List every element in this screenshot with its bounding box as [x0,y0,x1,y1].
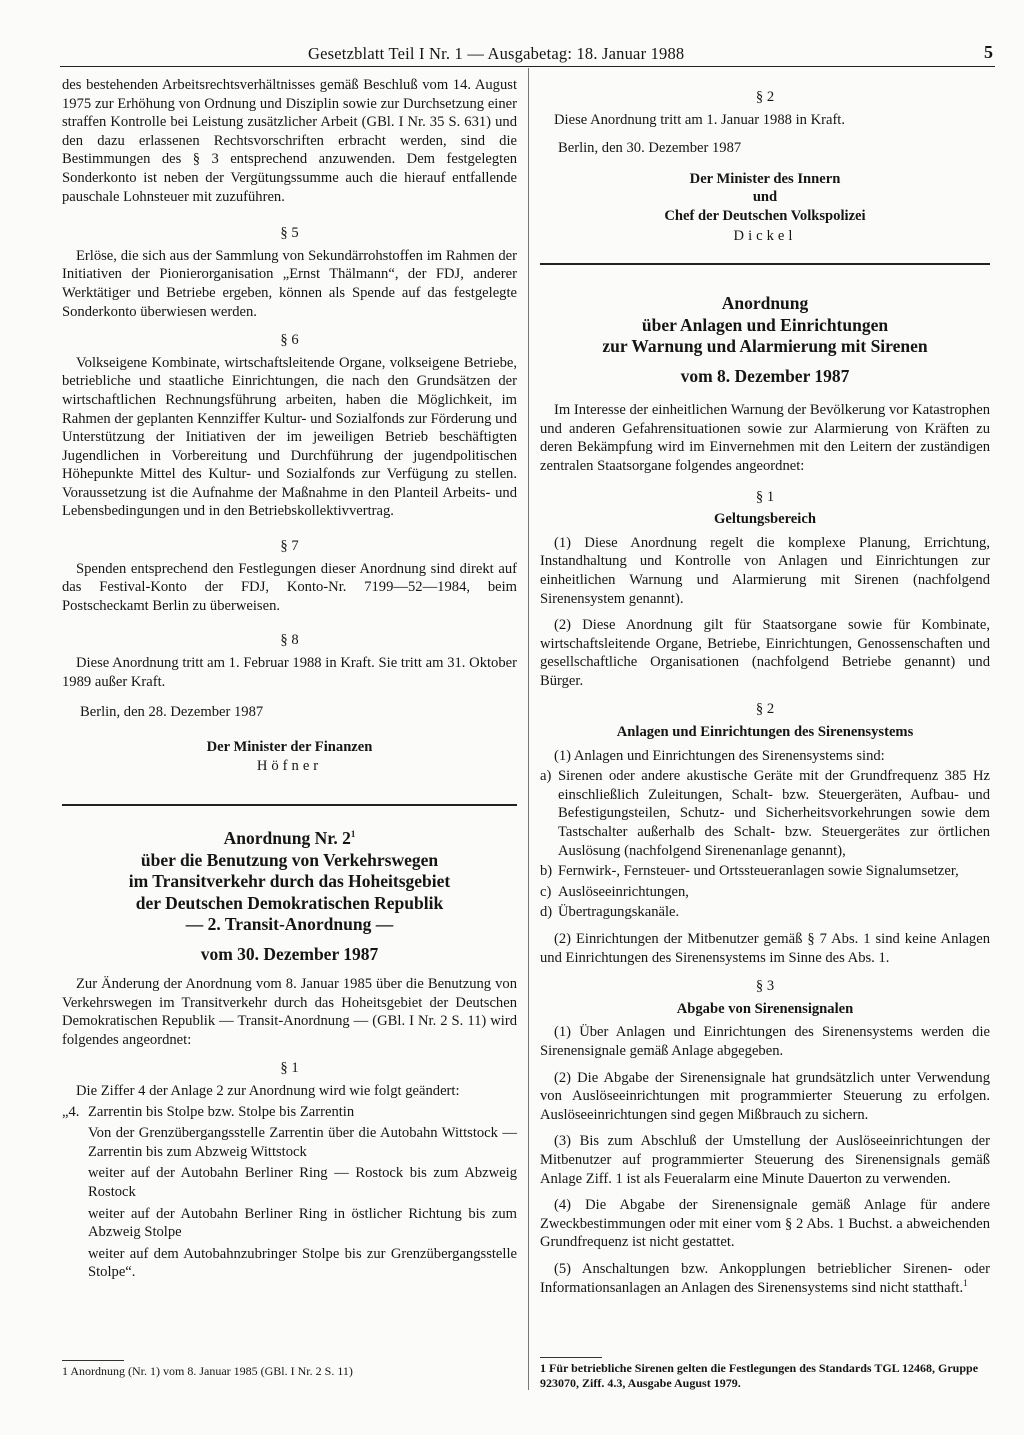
ordinance-section-1-heading: § 1 [755,488,775,505]
section-3-paragraph-2: (2) Die Abgabe der Sirenensignale hat grundsätzlich unter Verwendung von Auslöseeinrichtungen mit programmierter Steuerung zu erfolgen. Auslöseeinrichtungen sind gegen Mißbrauch zu sichern. [540,1069,990,1123]
signature-name: Höfner [256,758,323,775]
list-item-text: Auslöseeinrichtungen, [558,883,689,900]
route-line: weiter auf der Autobahn Berliner Ring — Rostock bis zum Abzweig Rostock [88,1165,517,1200]
page-header [60,38,995,67]
ordinance-section-3-title: Abgabe von Sirenensignalen [676,1000,854,1017]
ordinance-title-line-2: über die Benutzung von Verkehrswegen [140,849,439,870]
section-2-paragraph-1: (1) Anlagen und Einrichtungen des Sirenensystems sind: [554,747,885,764]
signature-name: Dickel [733,227,797,244]
section-2-heading: § 2 [755,89,775,105]
quoted-route-title: Zarrentin bis Stolpe bzw. Stolpe bis Zarrentin [88,1103,355,1120]
ordinance-section-1-title: Geltungsbereich [714,511,816,528]
section-5-text: Erlöse, die sich aus der Sammlung von Sekundärrohstoffen im Rahmen der Initiativen der Pionierorganisation „Ernst Thälmann“, der FDJ, anderer Werktätiger und Betriebe ergeben, können als Spende auf das festgelegte Sonderkonto überwiesen werden. [62,247,517,320]
section-3-paragraph-5 [540,1260,990,1297]
route-line: weiter auf dem Autobahnzubringer Stolpe bis zur Grenzübergangsstelle Stolpe“. [88,1245,517,1281]
ordinance-title-line-4: der Deutschen Demokratischen Republik [135,892,444,913]
ordinance-intro: Zur Änderung der Anordnung vom 8. Januar 1985 über die Benutzung von Verkehrswegen im Transitverkehr durch das Hoheitsgebiet der Deutschen Demokratischen Republik — Transit-Anordnung — (GBl. I Nr. 2 S. 11) wird folgendes angeordnet: [62,976,517,1048]
section-6-heading: § 6 [280,332,299,349]
signature-title [540,170,990,226]
signature-place-date: Berlin, den 28. Dezember 1987 [80,704,264,721]
list-item-label: a) [540,768,552,785]
ordinance-title [62,828,517,936]
ordinance-section-1-text: Die Ziffer 4 der Anlage 2 zur Anordnung wird wie folgt geändert: [76,1082,460,1099]
section-3-paragraph-1: (1) Über Anlagen und Einrichtungen des Sirenensystems werden die Sirenensignale gemäß Anlage abgegeben. [540,1024,990,1059]
signature-title-line-1: Der Minister des Innern [689,170,841,187]
ordinance-section-1-heading: § 1 [280,1060,299,1077]
route-line: weiter auf der Autobahn Berliner Ring in östlicher Richtung bis zum Abzweig Stolpe [88,1205,517,1241]
list-item-label: d) [540,904,553,921]
list-item-label: b) [540,863,553,880]
route-line: Von der Grenzübergangsstelle Zarrentin über die Autobahn Wittstock — Zarrentin bis zum Abzweig Wittstock [88,1125,517,1160]
ordinance-intro: Im Interesse der einheitlichen Warnung der Bevölkerung vor Katastrophen und anderen Gefahrensituationen sowie zur Alarmierung von Kräften zu deren Bekämpfung wird im Einvernehmen mit den Leitern der zuständigen zentralen Staatsorgane folgendes angeordnet: [540,402,990,474]
section-2-paragraph-2: (2) Einrichtungen der Mitbenutzer gemäß § 7 Abs. 1 sind keine Anlagen und Einrichtungen des Sirenensystems im Sinne des Abs. 1. [540,931,990,966]
list-item [540,903,990,922]
signature-title-line-2: und [752,189,778,206]
section-3-paragraph-4: (4) Die Abgabe der Sirenensignale gemäß Anlage für andere Zweckbestimmungen oder mit einer vom § 2 Abs. 1 Buchst. a abweichenden Grundfrequenz ist nicht gestattet. [540,1197,990,1251]
signature-title: Der Minister der Finanzen [206,738,373,755]
list-item-text: Übertragungskanäle. [558,904,680,921]
ordinance-title [540,293,990,358]
ordinance-date: vom 30. Dezember 1987 [200,943,379,964]
ordinance-date: vom 8. Dezember 1987 [680,365,850,386]
section-7-text: Spenden entsprechend den Festlegungen dieser Anordnung sind direkt auf das Festival-Konto der FDJ, Konto-Nr. 7199—52—1984, beim Postscheckamt Berlin zu überweisen. [62,560,517,614]
left-column [62,76,517,1282]
list-item [540,862,990,881]
section-5-heading: § 5 [280,225,299,242]
column-divider [528,68,529,1390]
ordinance-title-line-1: Anordnung [721,293,809,314]
ordinance-section-2-heading: § 2 [755,701,775,718]
footnote-rule-left [62,1360,124,1361]
ordinance-title-line-3: im Transitverkehr durch das Hoheitsgebiet [128,871,451,891]
section-3-paragraph-5-text: (5) Anschaltungen bzw. Ankopplungen betrieblicher Sirenen- oder Informationsanlagen an Anlagen des Sirenensystems sind nicht statthaft. [540,1260,990,1296]
continued-paragraph: des bestehenden Arbeitsrechtsverhältnisses gemäß Beschluß vom 14. August 1975 zur Erhöhung von Ordnung und Disziplin sowie zur Durchsetzung einer straffen Kontrolle bei Leistung zusätzlicher Arbeit (GBl. I Nr. 35 S. 631) und den dazu erlassenen Rechtsvorschriften erbracht werden, sind die Bestimmungen des § 3 entsprechend anzuwenden. Dem festgelegten Sonderkonto ist neben der Vergütungssumme auch die hierauf entfallende pauschale Lohnsteuer mit zuzuführen. [62,77,517,205]
ordinance-title-line-2: über Anlagen und Einrichtungen [641,314,889,335]
list-item-label: c) [540,883,552,900]
quoted-route [62,1103,517,1122]
section-separator [62,804,517,806]
ordinance-section-2-title: Anlagen und Einrichtungen des Sirenensystems [616,724,914,741]
ordinance-section-3-heading: § 3 [755,978,775,995]
page-number: 5 [984,42,993,62]
section-1-paragraph-1: (1) Diese Anordnung regelt die komplexe Planung, Errichtung, Instandhaltung und Kontrolle von Anlagen und Einrichtungen zur einheitlichen Warnung und Alarmierung mit Sirenen (nachfolgend Sirenensystem genannt). [540,534,990,607]
ordinance-title-line-3: zur Warnung und Alarmierung mit Sirenen [602,336,928,357]
list-item-text: Fernwirk-, Fernsteuer- und Ortssteueranlagen sowie Signalumsetzer, [558,863,959,880]
section-8-text: Diese Anordnung tritt am 1. Februar 1988 in Kraft. Sie tritt am 31. Oktober 1989 außer Kraft. [62,655,517,690]
signature-place-date: Berlin, den 30. Dezember 1987 [558,140,742,157]
footnote-marker: 1 [963,1277,968,1288]
ordinance-title-line-5: — 2. Transit-Anordnung — [185,914,394,934]
section-2-text: Diese Anordnung tritt am 1. Januar 1988 in Kraft. [554,111,846,128]
section-1-paragraph-2: (2) Diese Anordnung gilt für Staatsorgane sowie für Kombinate, wirtschaftsleitende Organe, Betriebe, Einrichtungen, Genossenschaften und gesellschaftliche Organisationen (nachfolgend Betriebe genannt) und Bürger. [540,617,990,689]
quoted-route-label: „4. [62,1103,80,1120]
footnote-right: 1 Für betriebliche Sirenen gelten die Festlegungen des Standards TGL 12468, Gruppe 923070, Ziff. 4.3, Ausgabe August 1979. [540,1361,979,1390]
list-item [540,883,990,902]
list-item-text: Sirenen oder andere akustische Geräte mit der Grundfrequenz 385 Hz einschließlich Zuleitungen, Schalt- bzw. Steuergeräten, Aufbau- und Befestigungsteilen, Schutz- und Sicherheitsvorkehrungen sowie dem Tastschalter außerhalb des Schalt- bzw. Steuergerätes zur örtlichen Auslösung (nachfolgend Sirenenanlage genannt), [558,768,990,859]
footnote-rule-right [540,1357,602,1358]
footnote-left: 1 Anordnung (Nr. 1) vom 8. Januar 1985 (GBl. I Nr. 2 S. 11) [62,1364,353,1378]
section-separator [540,263,990,265]
signature-title-line-3: Chef der Deutschen Volkspolizei [664,207,866,224]
section-8-heading: § 8 [280,632,299,649]
section-3-paragraph-3: (3) Bis zum Abschluß der Umstellung der Auslöseeinrichtungen der Mitbenutzer auf programmierter Steuerung des Sirenensignals gemäß Anlage Ziff. 1 ist als Feueralarm eine Minute Dauerton zu verwenden. [540,1133,990,1187]
ordinance-title-line-1: Anordnung Nr. 2 [223,828,351,848]
section-6-text: Volkseigene Kombinate, wirtschaftsleitende Organe, volkseigene Betriebe, betriebliche und staatliche Einrichtungen, die nach den Grundsätzen der wirtschaftlichen Rechnungsführung arbeiten, haben die Möglichkeit, im Rahmen der geplanten Kennziffer Kultur- und Sozialfonds zur Förderung und Unterstützung der Initiativen der im jeweiligen Betrieb beschäftigten Jugendlichen in Vorbereitung und Durchführung der jugendpolitischen Höhepunkte Mittel des Kultur- und Sozialfonds zur Verfügung zu stellen. Voraussetzung ist die Aufnahme der Maßnahme in den Planteil Arbeits- und Lebensbedingungen und in den Betriebskollektivvertrag. [62,354,517,520]
right-column [540,76,990,1297]
header-title: Gesetzblatt Teil I Nr. 1 — Ausgabetag: 18. Januar 1988 [308,44,685,63]
section-7-heading: § 7 [280,538,299,555]
footnote-marker: 1 [350,829,356,840]
list-item [540,767,990,860]
